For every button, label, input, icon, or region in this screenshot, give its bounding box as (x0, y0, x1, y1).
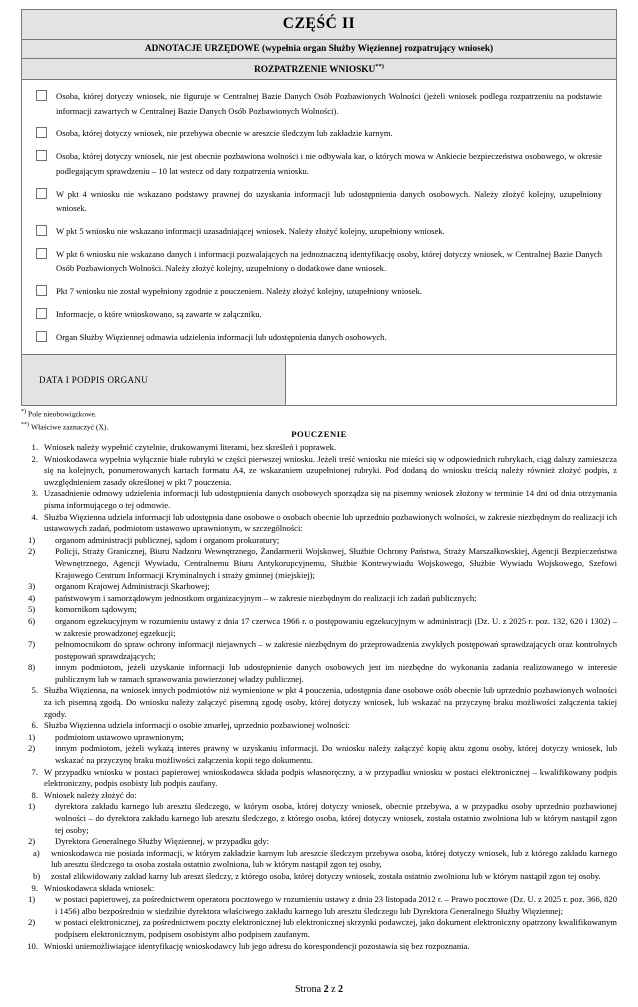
sublist-item (21, 616, 617, 639)
checkbox-option-row[interactable] (36, 224, 602, 238)
sublist-item (21, 593, 617, 605)
instruction-number: 6. (31, 720, 38, 731)
sublist3-number: b) (33, 870, 41, 881)
signature-row (22, 354, 616, 405)
checkbox-icon[interactable] (36, 150, 47, 161)
sublist-item (21, 662, 617, 685)
sublist-text: organom Krajowej Administracji Skarbowej; (55, 581, 210, 592)
sublist-item (21, 732, 617, 744)
instruction-text: Służba Więzienna, na wniosek innych podmiotów niż wymienione w pkt 4 pouczenia, udostępnia dane osobowe osób obecnie lub uprzednio pozbawionych wolności za ich pisemną zgodą. Do wniosku należy załączyć pisemną zgodę osoby, której dotyczy wniosek, lub wskazać na przyczynę braku możliwości załączenia takiej zgody. (44, 685, 617, 719)
sublist-item (21, 639, 617, 662)
instruction-sublist (21, 801, 617, 882)
sublist-text: komornikom sądowym; (55, 604, 137, 615)
instruction-sublist (21, 894, 617, 940)
sublist-text: dyrektora zakładu karnego lub aresztu śledczego, w którym osoba, której dotyczy wniosek, obecnie przebywa, a w przypadku osoby uprzednio pozbawionej wolności – do dyrektora zakładu karnego lub aresztu śledczego, z którego osoba, której dotyczy wniosek, została ostatnio zwolniona lub w którym nastąpił zgon tej osoby; (55, 801, 617, 835)
instruction-item (21, 941, 617, 953)
sublist-text: Policji, Straży Granicznej, Biuru Nadzoru Wewnętrznego, Żandarmerii Wojskowej, Służbie Ochrony Państwa, Straży Marszałkowskiej, Agencji Bezpieczeństwa Wewnętrznego, Agencji Wywiadu, Centralnemu Biuru Antykorupcyjnemu, Służbie Kontrwywiadu Wojskowego, Służbie Wywiadu Wojskowego, Szefowi Krajowego Centrum Informacji Kryminalnych i straży gminnej (miejskiej); (55, 546, 617, 580)
sublist3-text: został zlikwidowany zakład karny lub areszt śledczy, z którego osoba, której dotyczy wniosek, została ostatnio zwolniona lub w którym nastąpił zgon tej osoby. (51, 870, 601, 881)
checkbox-icon[interactable] (36, 225, 47, 236)
decision-checkbox-list (22, 80, 616, 354)
instruction-number: 2. (31, 453, 38, 464)
sublist-text: organom administracji publicznej, sądom i organom prokuratury; (55, 534, 280, 545)
instruction-text: Uzasadnienie odmowy udzielenia informacji lub udostępnienia danych osobowych sporządza się na pisemny wniosek złożony w terminie 14 dni od dnia otrzymania pisma informującego o tej odmowie. (44, 488, 617, 510)
checkbox-option-label: W pkt 5 wniosku nie wskazano informacji uzasadniającej wniosek. Należy złożyć kolejny, uzupełniony wniosek. (56, 225, 445, 236)
sublist3-item (21, 848, 617, 871)
sublist-number: 2) (28, 546, 36, 557)
instruction-number: 3. (31, 488, 38, 499)
checkbox-option-row[interactable] (36, 284, 602, 298)
sublist-number: 1) (28, 731, 36, 742)
checkbox-option-label: Osoba, której dotyczy wniosek, nie jest obecnie pozbawiona wolności i nie odbywała kar, o których mowa w Ankiecie bezpieczeństwa osobowego, w okresie podlegającym sprawdzeniu – 10 lat wstecz od daty rozpatrzenia wniosku. (56, 151, 602, 176)
sublist-number: 8) (28, 662, 36, 673)
sublist-text: Dyrektora Generalnego Służby Więziennej, w przypadku gdy: (55, 836, 270, 847)
checkbox-option-label: W pkt 4 wniosku nie wskazano podstawy prawnej do uzyskania informacji lub udostępnienia danych osobowych. Należy złożyć kolejny, uzupełniony wniosek. (56, 188, 602, 214)
instruction-text: Wniosek należy wypełnić czytelnie, drukowanymi literami, bez skreśleń i poprawek. (44, 442, 337, 452)
subsection-header-label: ROZPATRZENIE WNIOSKU (254, 65, 376, 76)
instruction-number: 7. (31, 766, 38, 777)
checkbox-option-label: Informacje, o które wnioskowano, są zawarte w załączniku. (56, 309, 262, 320)
checkbox-icon[interactable] (36, 90, 47, 101)
footnote-mark: *) (21, 409, 26, 415)
part-title: CZĘŚĆ II (22, 10, 616, 40)
checkbox-option-label: W pkt 6 wniosku nie wskazano danych i informacji pozwalających na jednoznaczną identyfikację osoby, której dotyczy wniosek, w Centralnej Bazie Danych Osób Pozbawionych Wolności. Należy złożyć kolejny, uzupełniony o dodatkowe dane wniosek. (56, 248, 602, 274)
checkbox-icon[interactable] (36, 127, 47, 138)
page-footer (0, 984, 638, 995)
sublist-text: innym podmiotom, jeżeli wykażą interes prawny w uzyskaniu informacji. Do wniosku należy załączyć kopię aktu zgonu osoby, której dotyczy wniosek, lub wskazać na przyczynę braku możliwości załączenia kopii tego dokumentu. (55, 743, 617, 766)
footnote-item (21, 407, 617, 420)
sublist-number: 1) (28, 534, 36, 545)
checkbox-option-label: Pkt 7 wniosku nie został wypełniony zgodnie z pouczeniem. Należy złożyć kolejny, uzupełniony wniosek. (56, 286, 423, 297)
checkbox-option-row[interactable] (36, 247, 602, 276)
checkbox-option-label: Osoba, której dotyczy wniosek, nie figuruje w Centralnej Bazie Danych Osób Pozbawionych Wolności (jeżeli wniosek podlega rozpatrzeniu na podstawie informacji zawartych w Centralnej Bazie Danych Osób Pozbawionych Wolności). (56, 91, 602, 116)
instruction-item (21, 512, 617, 535)
subsection-header (22, 59, 616, 80)
checkbox-icon[interactable] (36, 248, 47, 259)
checkbox-option-row[interactable] (36, 149, 602, 178)
sublist-item (21, 836, 617, 848)
instruction-item (21, 720, 617, 732)
signature-field[interactable] (286, 355, 616, 405)
instructions-heading: POUCZENIE (291, 429, 347, 439)
instruction-text: Służba Więzienna udziela informacji lub udostępnia dane osobowe o osobach obecnie lub uprzednio pozbawionych wolności, w zakresie niezbędnym do realizacji ich ustawowych zadań, podmiotom ustawowo uprawnionym, w szczególności: (44, 511, 617, 534)
sublist-number: 2) (28, 917, 36, 928)
sublist-item (21, 801, 617, 836)
page-footer-prefix: Strona (294, 984, 324, 995)
instruction-item (21, 685, 617, 720)
sublist-item (21, 604, 617, 616)
instruction-item (21, 454, 617, 489)
sublist-text: w postaci elektronicznej, za pośrednictwem poczty elektronicznej lub elektronicznej skrzynki podawczej, jako dokument elektroniczny opatrzony kwalifikowanym podpisem elektronicznym, podpisem osobistym albo podpisem zaufanym. (55, 917, 617, 939)
instruction-text: Wnioskodawca składa wniosek: (44, 882, 155, 893)
page-footer-total: 2 (338, 984, 344, 995)
sublist-item (21, 535, 617, 547)
sublist-number: 5) (28, 604, 36, 615)
instruction-item (21, 488, 617, 511)
footnote-mark: **) (21, 421, 29, 428)
instruction-number: 8. (31, 789, 38, 800)
checkbox-option-row[interactable] (36, 330, 602, 344)
sublist-number: 7) (28, 639, 36, 650)
sublist-text: organom egzekucyjnym w rozumieniu ustawy z dnia 17 czerwca 1966 r. o postępowaniu egzekucyjnym w administracji (Dz. U. z 2025 r. poz. 132, 620 i 1302) – w zakresie prowadzonej egzekucji; (55, 615, 617, 638)
page-footer-separator: z (328, 984, 339, 995)
instruction-sublist (21, 535, 617, 686)
sublist-number: 6) (28, 615, 36, 626)
sublist-item (21, 546, 617, 581)
sublist3-item (21, 871, 617, 883)
sublist-item (21, 581, 617, 593)
section-header: ADNOTACJE URZĘDOWE (wypełnia organ Służby Więziennej rozpatrujący wniosek) (22, 40, 616, 59)
footnote-text: Pole nieobowiązkowe. (28, 409, 97, 419)
sublist-number: 1) (28, 894, 36, 905)
signature-label: DATA I PODPIS ORGANU (22, 355, 286, 405)
instruction-item (21, 442, 617, 454)
official-annotations-table (21, 9, 617, 406)
checkbox-option-row[interactable] (36, 126, 602, 140)
sublist3-text: wnioskodawca nie posiada informacji, w którym zakładzie karnym lub areszcie śledczym przebywa osoba, której dotyczy wniosek, lub z którego zakładu karnego lub aresztu śledczego ta osoba została ostatnio zwolniona, lub w którym nastąpił zgon tej osoby, (51, 847, 617, 870)
subsection-header-footnote-mark: **) (375, 63, 384, 70)
checkbox-icon[interactable] (36, 285, 47, 296)
instruction-number: 1. (31, 442, 38, 452)
instruction-item (21, 883, 617, 895)
sublist-number: 3) (28, 581, 36, 592)
sublist3-number: a) (33, 847, 40, 858)
sublist-number: 1) (28, 801, 36, 812)
sublist-text: podmiotom ustawowo uprawnionym; (55, 731, 184, 742)
sublist-text: innym podmiotom, jeżeli uzyskanie informacji lub udostępnienie danych osobowych jest im niezbędne do wykonania zadania realizowanego w interesie publicznym lub w ramach sprawowania powierzonej władzy publicznej. (55, 662, 617, 684)
checkbox-option-label: Organ Służby Więziennej odmawia udzielenia informacji lub udostępnienia danych osobowych. (56, 331, 387, 342)
instruction-text: Służba Więzienna udziela informacji o osobie zmarłej, uprzednio pozbawionej wolności: (44, 720, 350, 731)
instruction-sublist (21, 732, 617, 767)
instruction-text: Wnioski uniemożliwiające identyfikację wnioskodawcy lub jego adresu do korespondencji pozostawia się bez rozpoznania. (44, 940, 470, 951)
sublist-number: 2) (28, 743, 36, 754)
instruction-number: 5. (31, 685, 38, 696)
sublist-item (21, 743, 617, 766)
sublist-item (21, 917, 617, 940)
instruction-item (21, 767, 617, 790)
checkbox-icon[interactable] (36, 188, 47, 199)
page-footer-current: 2 (323, 984, 329, 995)
checkbox-icon[interactable] (36, 308, 47, 319)
instruction-number: 10. (27, 940, 38, 951)
instructions-list (21, 442, 617, 952)
checkbox-option-row[interactable] (36, 89, 602, 118)
sublist-item (21, 894, 617, 917)
sublist-text: w postaci papierowej, za pośrednictwem operatora pocztowego w rozumieniu ustawy z dnia 23 listopada 2012 r. – Prawo pocztowe (Dz. U. z 2025 r. poz. 366, 820 i 1456) albo bezpośrednio w siedzibie dyrektora właściwego zakładu karnego lub aresztu śledczego lub Dyrektora Generalnego Służby Więziennej; (55, 894, 617, 916)
sublist-text: państwowym i samorządowym jednostkom organizacyjnym – w zakresie niezbędnym do realizacji ich zadań publicznych; (55, 592, 477, 603)
checkbox-option-row[interactable] (36, 307, 602, 321)
sublist-text: pełnomocnikom do spraw ochrony informacji niejawnych – w zakresie niezbędnym do przeprowadzenia zwykłych postępowań sprawdzających oraz kontrolnych postępowań sprawdzających; (55, 639, 617, 661)
instruction-text: Wniosek należy złożyć do: (44, 789, 137, 800)
checkbox-option-row[interactable] (36, 187, 602, 216)
instruction-text: W przypadku wniosku w postaci papierowej wnioskodawca składa podpis własnoręczny, a w przypadku wniosku w postaci elektronicznej – kwalifikowany podpis elektroniczny, podpis osobisty lub podpis zaufany. (44, 766, 617, 789)
checkbox-icon[interactable] (36, 331, 47, 342)
instruction-text: Wnioskodawca wypełnia wyłącznie białe rubryki w części pierwszej wniosku. Jeżeli treść wniosku nie mieści się w odpowiednich rubrykach, ciąg dalszy zamieszcza się na kolejnych, ponumerowanych kartach formatu A4, ze wskazaniem uzupełnionej rubryki. Pod dodaną do wniosku treścią należy również złożyć podpis, z uwzględnieniem zasady określonej w pkt 7 pouczenia. (44, 453, 617, 487)
sublist-number: 4) (28, 592, 36, 603)
footnote-text: Właściwe zaznaczyć (X). (31, 422, 109, 432)
checkbox-option-label: Osoba, której dotyczy wniosek, nie przebywa obecnie w areszcie śledczym lub zakładzie karnym. (56, 128, 393, 139)
instruction-number: 4. (31, 511, 38, 522)
sublist-number: 2) (28, 836, 36, 847)
instruction-number: 9. (31, 882, 38, 893)
instruction-item (21, 790, 617, 802)
